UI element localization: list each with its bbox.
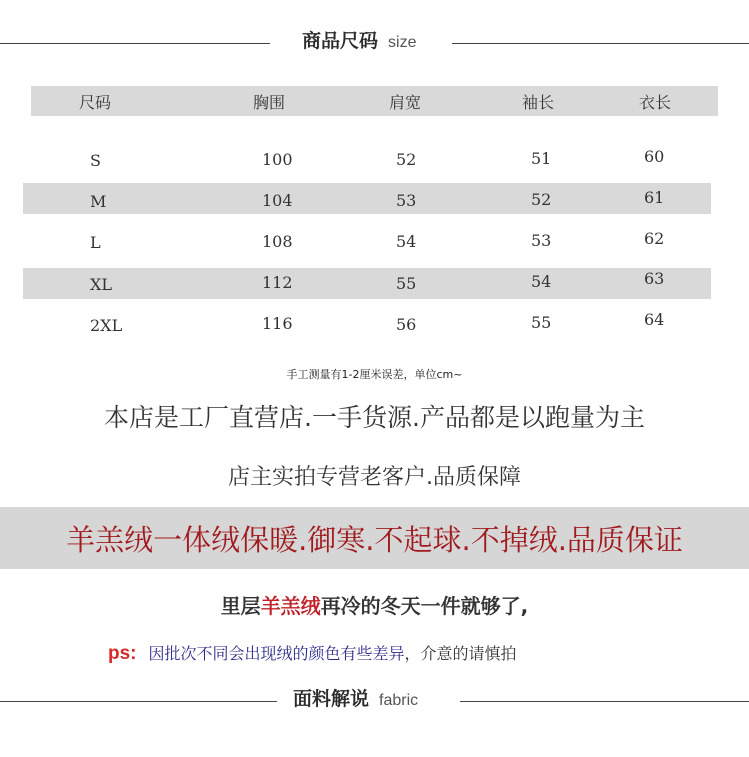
table-row [23, 309, 711, 340]
cell-sleeve: 52 [531, 190, 552, 209]
cell-length: 62 [644, 229, 665, 248]
cell-shoulder: 53 [396, 191, 417, 210]
fabric-rule-left [0, 701, 277, 702]
cell-length: 63 [644, 269, 665, 288]
cell-size: XL [90, 275, 113, 294]
cell-size: 2XL [90, 316, 123, 335]
size-title-en: size [388, 34, 417, 51]
feature-banner-text: 羊羔绒一体绒保暖.御寒.不起球.不掉绒.品质保证 [66, 522, 683, 557]
header-chest: 胸围 [253, 93, 286, 112]
table-row [23, 268, 711, 299]
cell-sleeve: 51 [531, 149, 552, 168]
size-table-header [31, 86, 718, 116]
warmth-highlight: 羊羔绒 [260, 594, 321, 618]
cell-chest: 116 [262, 314, 293, 333]
size-title-cn: 商品尺码 [302, 30, 379, 52]
table-row [23, 227, 711, 258]
header-size: 尺码 [79, 93, 112, 112]
table-row [23, 183, 711, 214]
ps-text: 因批次不同会出现绒的颜色有些差异 [148, 644, 405, 663]
cell-chest: 108 [262, 232, 293, 251]
feature-banner [0, 507, 749, 569]
cell-sleeve: 53 [531, 231, 552, 250]
cell-sleeve: 54 [531, 272, 552, 291]
header-length: 衣长 [639, 93, 672, 112]
warmth-suffix: 再冷的冬天一件就够了, [320, 594, 529, 618]
cell-shoulder: 55 [396, 274, 417, 293]
promo-line-quality: 店主实拍专营老客户.品质保障 [228, 465, 521, 490]
fabric-title-en: fabric [379, 692, 419, 709]
warmth-prefix: 里层 [220, 594, 261, 618]
ps-label: ps: [108, 643, 137, 664]
measurement-note: 手工测量有1-2厘米误差，单位cm~ [286, 368, 463, 381]
cell-length: 61 [644, 188, 665, 207]
header-sleeve: 袖长 [522, 93, 555, 112]
cell-shoulder: 54 [396, 232, 417, 251]
cell-size: S [90, 151, 101, 170]
header-shoulder: 肩宽 [389, 93, 422, 112]
cell-sleeve: 55 [531, 313, 552, 332]
ps-note [108, 641, 517, 665]
size-rule-right [452, 43, 749, 44]
cell-length: 60 [644, 147, 665, 166]
fabric-rule-right [460, 701, 749, 702]
cell-length: 64 [644, 310, 665, 329]
cell-chest: 100 [262, 150, 293, 169]
ps-tail: ，介意的请慎拍 [404, 644, 517, 663]
warmth-line [0, 590, 749, 619]
fabric-section-title [293, 684, 418, 711]
cell-chest: 104 [262, 191, 293, 210]
cell-size: L [90, 233, 101, 252]
promo-line-factory: 本店是工厂直营店.一手货源.产品都是以跑量为主 [104, 403, 645, 432]
fabric-title-cn: 面料解说 [293, 688, 370, 710]
cell-shoulder: 56 [396, 315, 417, 334]
size-section-title [302, 26, 416, 53]
cell-size: M [90, 192, 107, 211]
table-row [23, 145, 711, 176]
cell-shoulder: 52 [396, 150, 417, 169]
size-rule-left [0, 43, 270, 44]
cell-chest: 112 [262, 273, 293, 292]
